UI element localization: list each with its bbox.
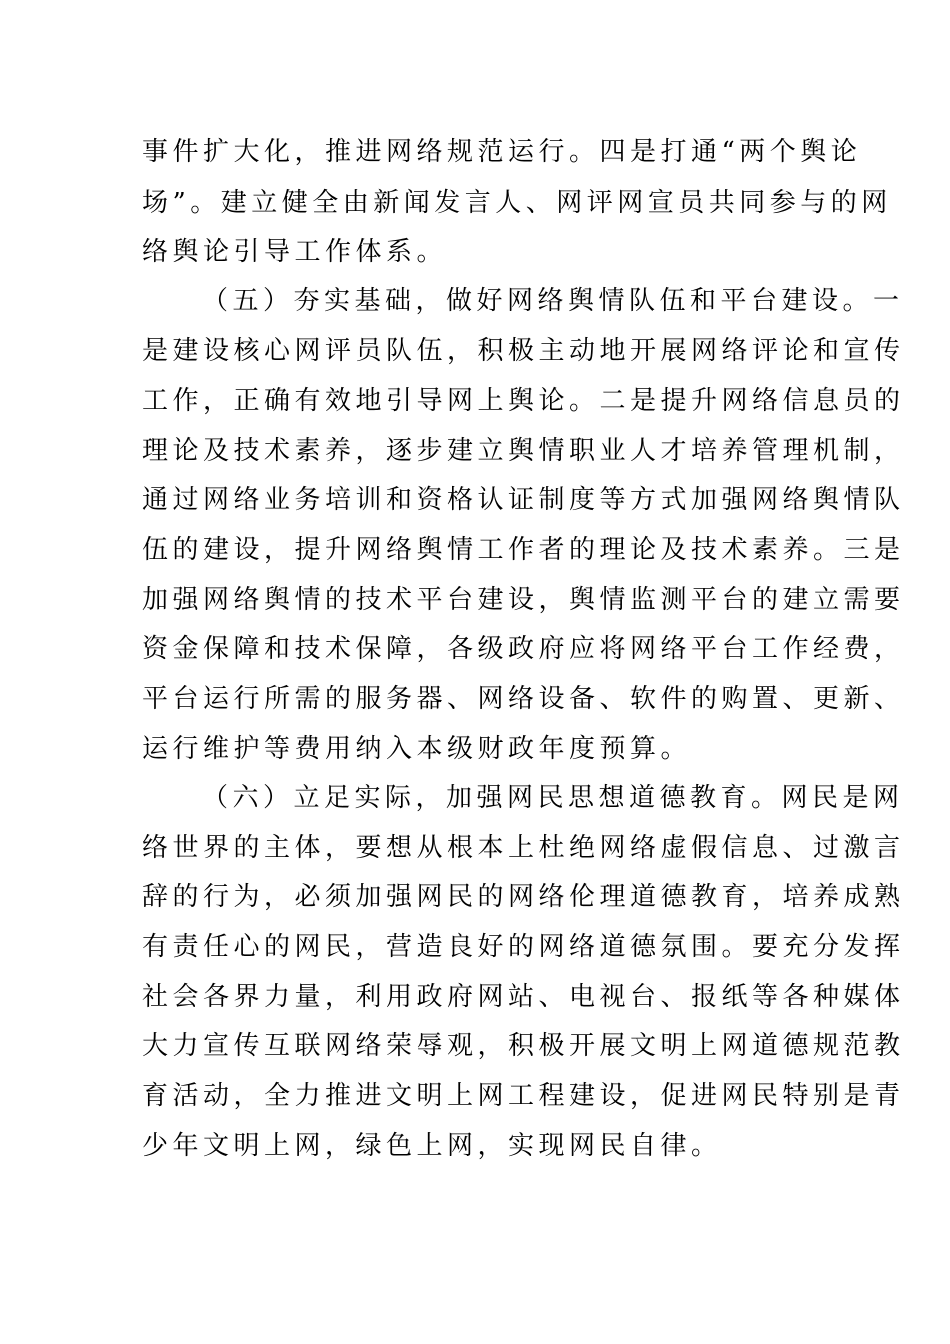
text-line: 理论及技术素养，逐步建立舆情职业人才培养管理机制， bbox=[142, 436, 905, 466]
text-line: 有责任心的网民，营造良好的网络道德氛围。要充分发挥 bbox=[142, 932, 905, 962]
text-line: （五）夯实基础，做好网络舆情队伍和平台建设。一 bbox=[202, 286, 904, 316]
text-line: 运行维护等费用纳入本级财政年度预算。 bbox=[142, 734, 692, 764]
text-line: 育活动，全力推进文明上网工程建设，促进网民特别是青 bbox=[142, 1081, 905, 1111]
text-line: 络舆论引导工作体系。 bbox=[142, 237, 448, 267]
text-line: 社会各界力量，利用政府网站、电视台、报纸等各种媒体 bbox=[142, 982, 905, 1012]
text-line: 工作，正确有效地引导网上舆论。二是提升网络信息员的 bbox=[142, 386, 905, 416]
text-line: 大力宣传互联网络荣辱观，积极开展文明上网道德规范教 bbox=[142, 1031, 905, 1061]
text-line: 平台运行所需的服务器、网络设备、软件的购置、更新、 bbox=[142, 684, 905, 714]
text-line: 少年文明上网，绿色上网，实现网民自律。 bbox=[142, 1131, 722, 1161]
text-line: （六）立足实际，加强网民思想道德教育。网民是网 bbox=[202, 783, 904, 813]
text-line: 络世界的主体，要想从根本上杜绝网络虚假信息、过激言 bbox=[142, 833, 905, 863]
text-line: 事件扩大化，推进网络规范运行。四是打通“两个舆论 bbox=[142, 137, 862, 167]
text-line: 加强网络舆情的技术平台建设，舆情监测平台的建立需要 bbox=[142, 585, 905, 615]
text-line: 是建设核心网评员队伍，积极主动地开展网络评论和宣传 bbox=[142, 336, 905, 366]
text-line: 资金保障和技术保障，各级政府应将网络平台工作经费， bbox=[142, 634, 905, 664]
text-line: 辞的行为，必须加强网民的网络伦理道德教育，培养成熟 bbox=[142, 882, 905, 912]
text-line: 伍的建设，提升网络舆情工作者的理论及技术素养。三是 bbox=[142, 535, 905, 565]
text-line: 场”。建立健全由新闻发言人、网评网宣员共同参与的网 bbox=[142, 188, 892, 218]
text-line: 通过网络业务培训和资格认证制度等方式加强网络舆情队 bbox=[142, 485, 905, 515]
